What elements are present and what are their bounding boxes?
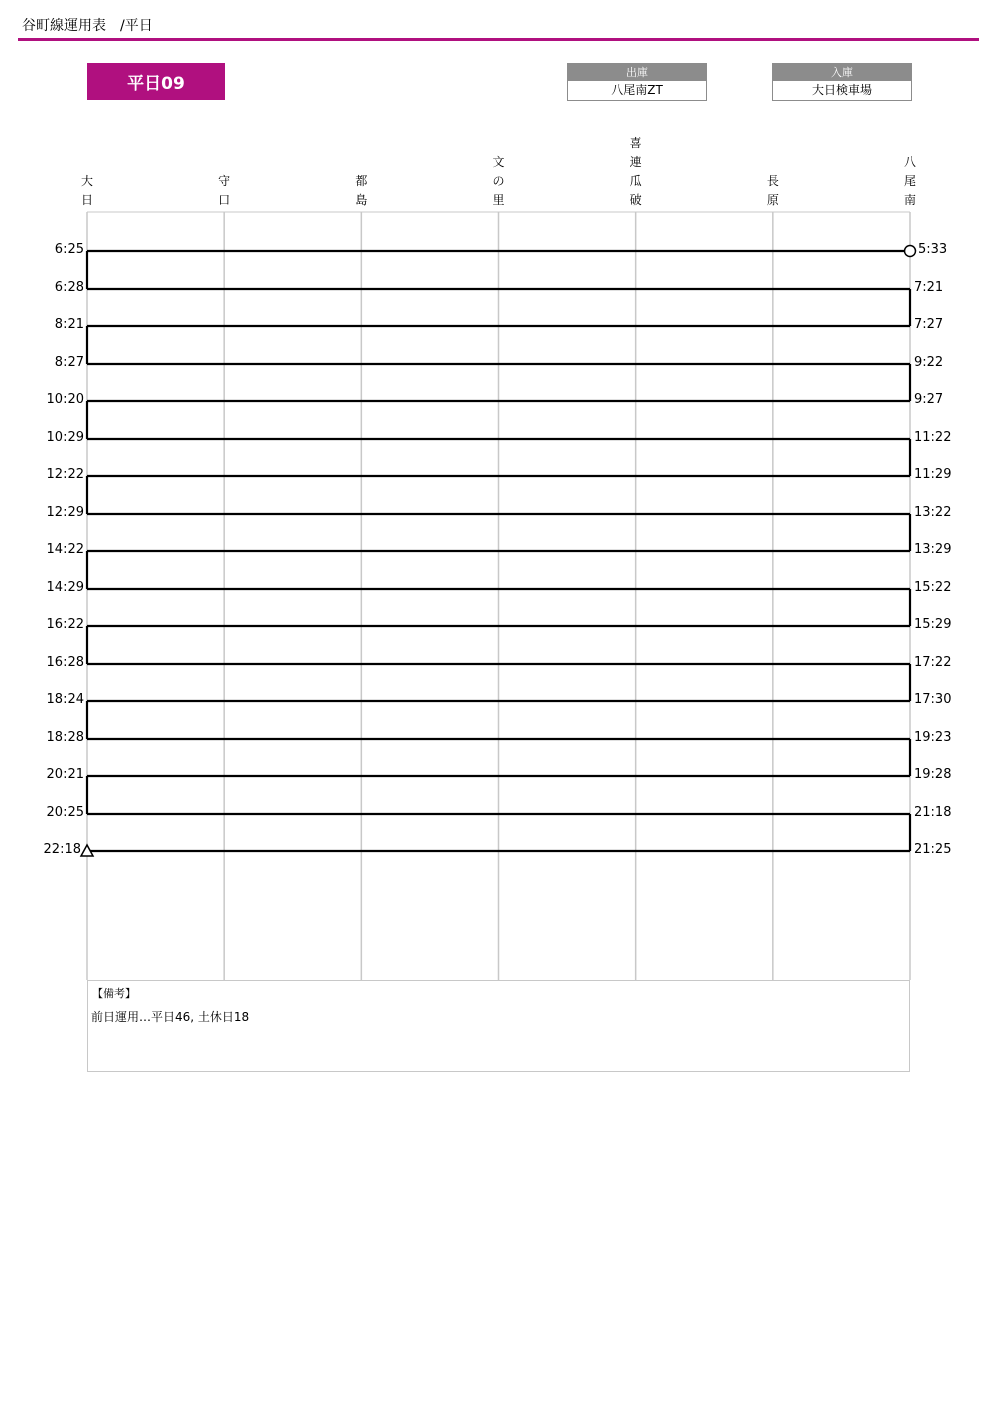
station-label: 八 尾 南 [903, 155, 916, 207]
time-left: 16:22 [46, 617, 84, 632]
header-title: 谷町線運用表 /平日 [22, 18, 153, 34]
time-right: 15:22 [914, 580, 952, 595]
time-right: 11:29 [914, 467, 952, 482]
time-left: 10:20 [46, 392, 84, 407]
time-right: 5:33 [918, 242, 948, 257]
time-right: 19:28 [914, 767, 952, 782]
notes-body: 前日運用…平日46, 土休日18 [91, 1010, 250, 1024]
depot-in-label: 入庫 [773, 64, 911, 81]
time-left: 12:22 [46, 467, 84, 482]
station-label: 守 口 [218, 174, 231, 207]
station-label: 長 原 [766, 174, 779, 207]
depot-out-value: 八尾南ZT [611, 83, 663, 97]
time-left: 8:21 [54, 317, 84, 332]
time-left: 18:28 [46, 730, 84, 745]
time-right: 7:21 [914, 280, 944, 295]
operation-badge: 平日09 [87, 63, 225, 100]
time-left: 6:28 [54, 280, 84, 295]
notes-heading: 【備考】 [92, 987, 136, 1000]
time-left: 6:25 [54, 242, 84, 257]
time-right: 7:27 [914, 317, 944, 332]
time-left: 18:24 [46, 692, 84, 707]
depot-in-value: 大日検車場 [811, 83, 872, 97]
depot-out-label: 出庫 [568, 64, 706, 81]
time-right: 9:27 [914, 392, 944, 407]
station-label: 大 日 [80, 174, 93, 207]
time-right: 17:30 [914, 692, 952, 707]
time-left: 14:29 [46, 580, 84, 595]
station-label: 都 島 [355, 174, 368, 207]
time-left: 12:29 [46, 505, 84, 520]
time-right: 15:29 [914, 617, 952, 632]
notes-box [87, 980, 910, 1072]
time-right: 21:25 [914, 842, 952, 857]
station-label: 喜 連 瓜 破 [629, 136, 642, 207]
time-right: 21:18 [914, 805, 952, 820]
time-right: 13:29 [914, 542, 952, 557]
time-right: 13:22 [914, 505, 952, 520]
time-left: 14:22 [46, 542, 84, 557]
time-left: 16:28 [46, 655, 84, 670]
time-left: 22:18 [43, 842, 81, 857]
time-left: 20:21 [46, 767, 84, 782]
time-right: 9:22 [914, 355, 944, 370]
time-left: 20:25 [46, 805, 84, 820]
time-right: 11:22 [914, 430, 952, 445]
depart-depot-marker [905, 246, 916, 257]
station-label: 文 の 里 [492, 155, 505, 207]
time-right: 19:23 [914, 730, 952, 745]
time-right: 17:22 [914, 655, 952, 670]
time-left: 10:29 [46, 430, 84, 445]
time-left: 8:27 [54, 355, 84, 370]
